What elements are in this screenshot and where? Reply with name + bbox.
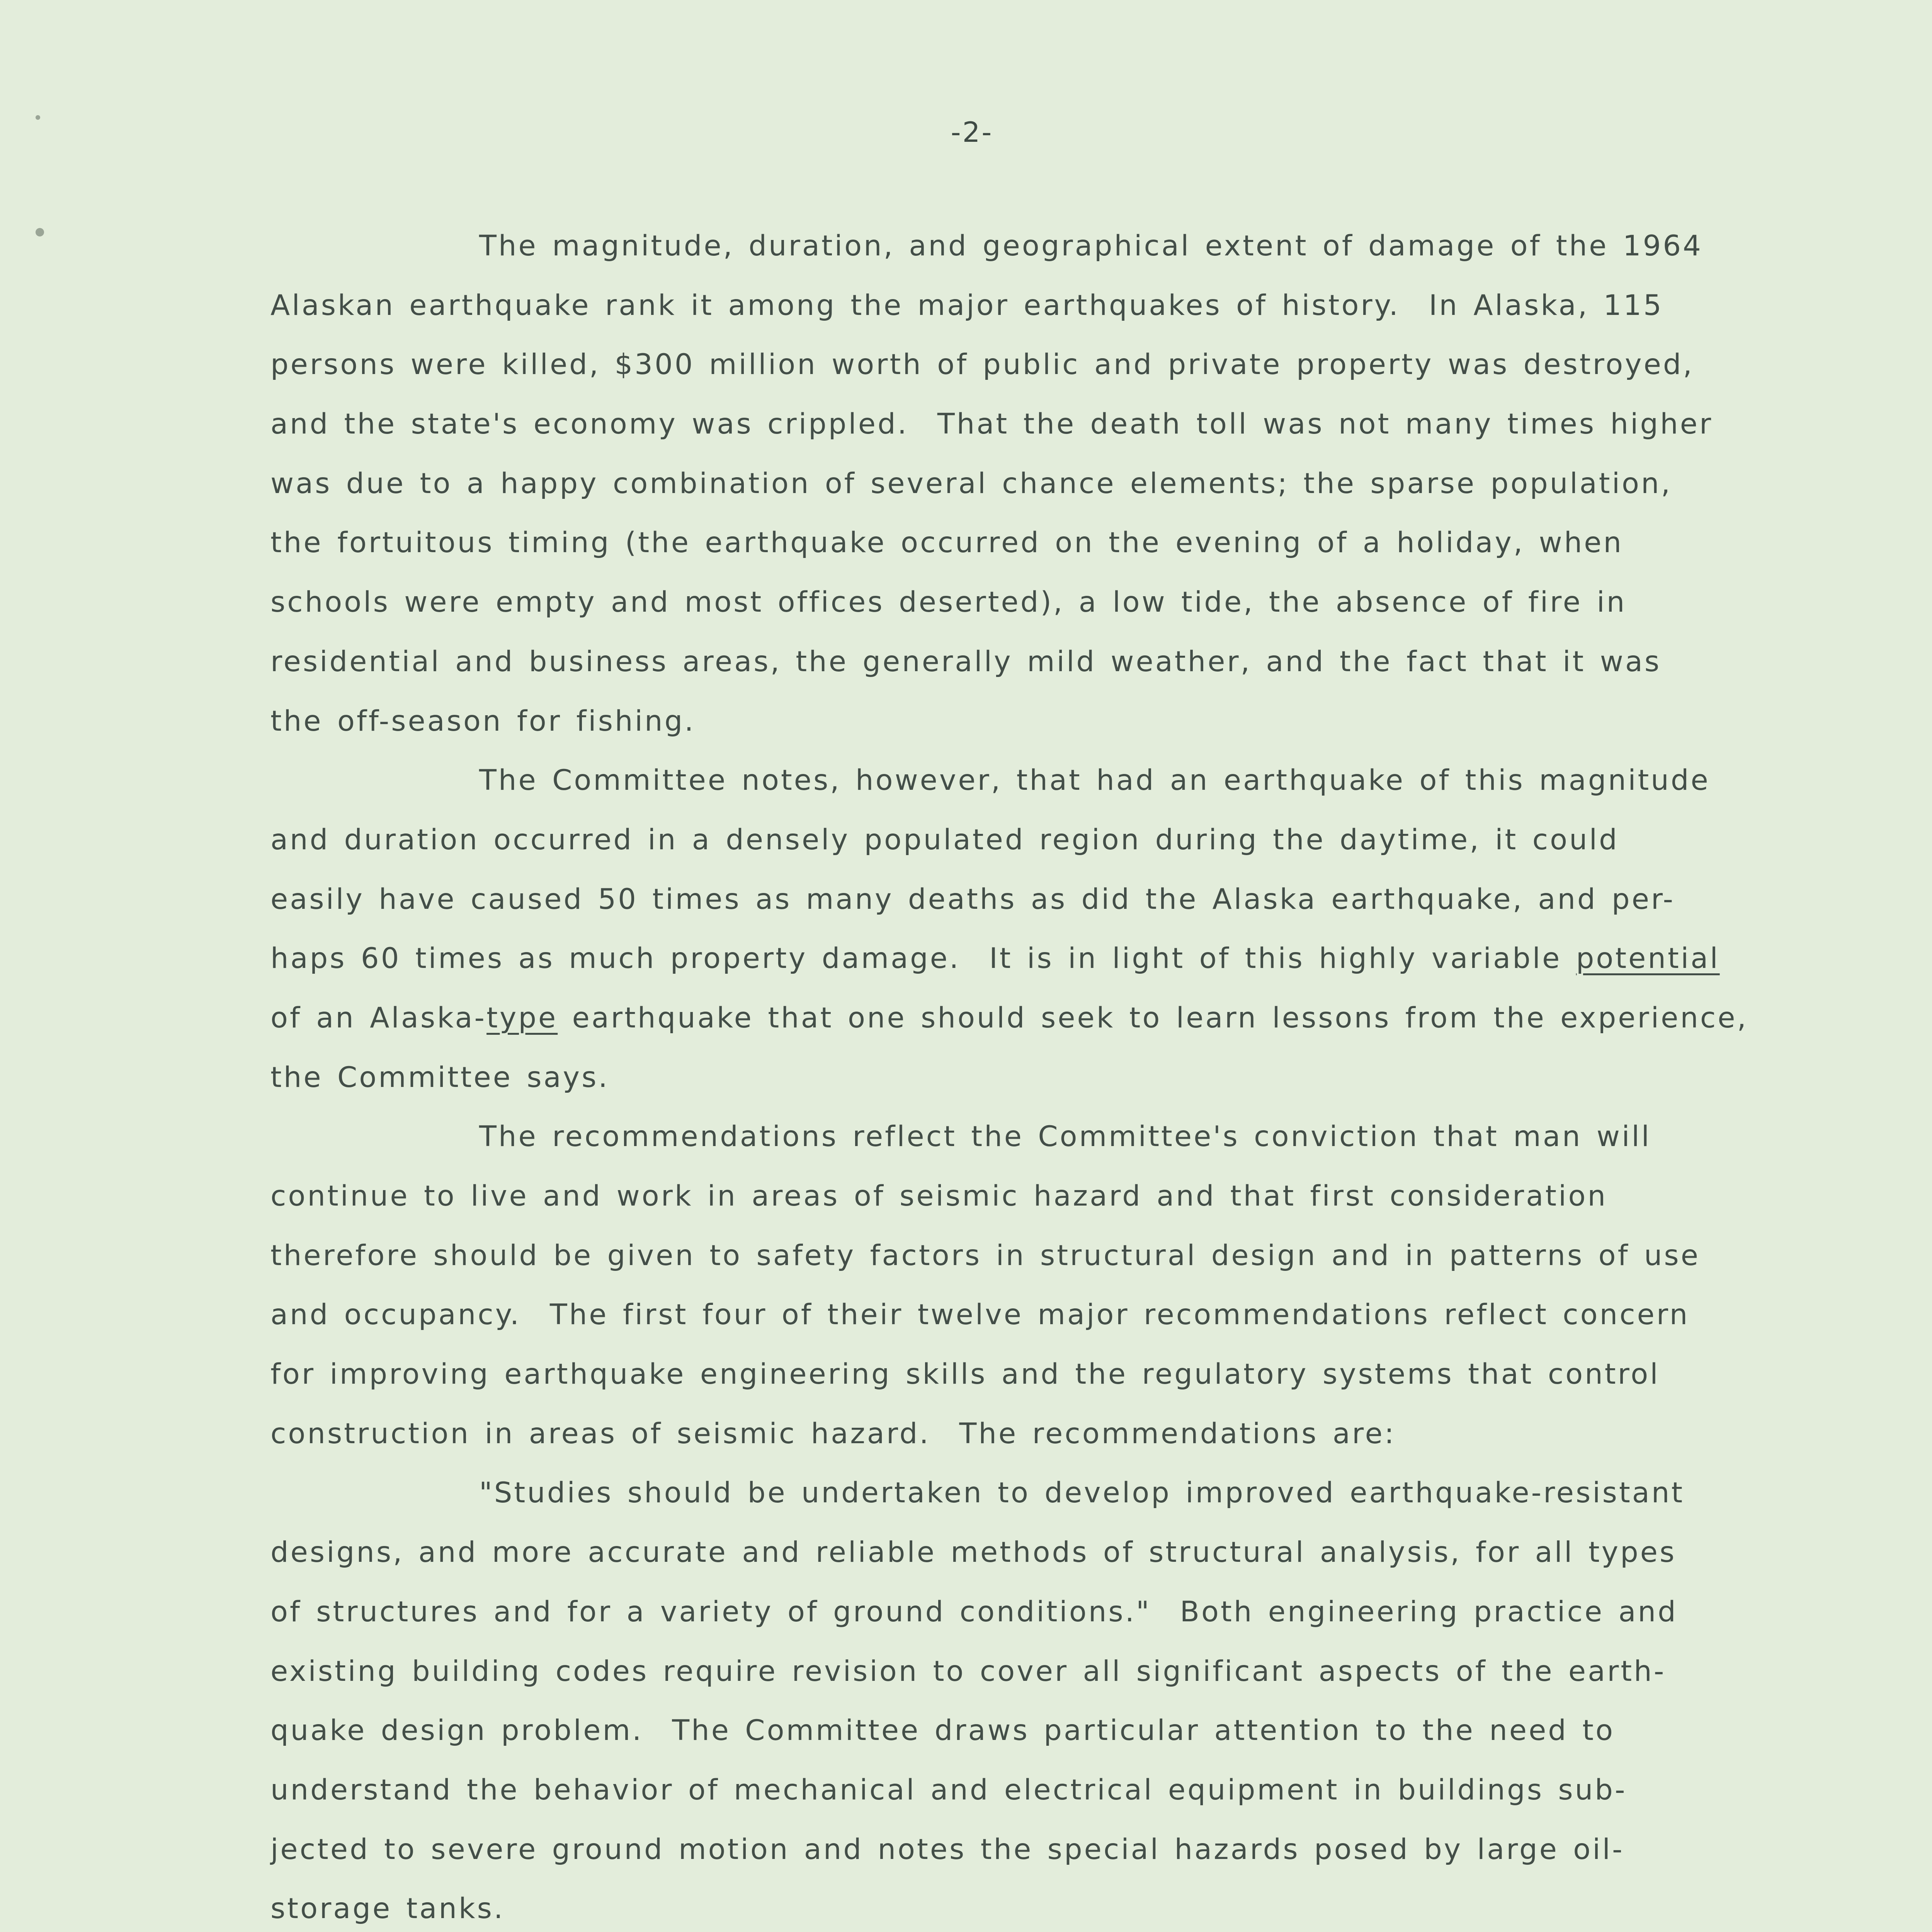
text-line: [270, 1345, 1777, 1404]
text-segment: was due to a happy combination of several chance elements; the sparse population,: [270, 467, 1672, 500]
text-line: [270, 692, 1777, 751]
text-segment: The magnitude, duration, and geographical extent of damage of the 1964: [479, 230, 1703, 262]
text-segment: "Studies should be undertaken to develop improved earthquake-resistant: [479, 1476, 1685, 1510]
text-segment: the off-season for fishing.: [270, 704, 696, 738]
text-segment: schools were empty and most offices deserted), a low tide, the absence of fire in: [270, 586, 1627, 619]
text-segment: and occupancy. The first four of their twelve major recommendations reflect concern: [270, 1298, 1690, 1332]
text-line: [270, 929, 1777, 988]
text-segment: earthquake that one should seek to learn lessons from the experience,: [558, 1001, 1748, 1034]
text-line: [270, 810, 1777, 870]
text-segment: quake design problem. The Committee draws particular attention to the need to: [270, 1714, 1615, 1747]
underlined-word: type: [486, 1001, 558, 1034]
text-segment: understand the behavior of mechanical and electrical equipment in buildings sub-: [270, 1773, 1627, 1806]
text-line: [270, 1523, 1777, 1582]
text-segment: and the state's economy was crippled. That the death toll was not many times higher: [270, 408, 1713, 441]
text-line: [270, 751, 1777, 810]
text-line: [270, 1820, 1777, 1879]
text-line: [270, 335, 1777, 395]
text-segment: easily have caused 50 times as many deaths as did the Alaska earthquake, and per-: [270, 883, 1675, 916]
text-segment: the fortuitous timing (the earthquake occurred on the evening of a holiday, when: [270, 526, 1624, 560]
text-segment: and duration occurred in a densely populated region during the daytime, it could: [270, 823, 1619, 856]
text-segment: haps 60 times as much property damage. It is in light of this highly variable: [270, 942, 1576, 975]
text-line: [270, 513, 1777, 573]
text-line: [270, 395, 1777, 454]
text-line: [270, 1463, 1777, 1523]
text-line: [270, 988, 1777, 1048]
text-line: [270, 276, 1777, 335]
text-segment: existing building codes require revision to cover all significant aspects of the earth-: [270, 1655, 1666, 1688]
text-segment: jected to severe ground motion and notes the special hazards posed by large oil-: [270, 1833, 1624, 1866]
text-line: [270, 216, 1777, 276]
text-line: [270, 632, 1777, 692]
underlined-word: potential: [1576, 942, 1720, 975]
text-segment: of an Alaska-: [270, 1001, 487, 1034]
text-segment: Alaskan earthquake rank it among the major earthquakes of history. In Alaska, 115: [270, 289, 1663, 322]
text-line: [270, 1107, 1777, 1167]
text-segment: persons were killed, $300 million worth of public and private property was destroyed,: [270, 348, 1694, 381]
text-segment: storage tanks.: [270, 1892, 505, 1925]
text-segment: residential and business areas, the generally mild weather, and the fact that it was: [270, 645, 1662, 678]
page-number: -2-: [951, 116, 993, 148]
text-segment: The Committee notes, however, that had an earthquake of this magnitude: [479, 764, 1710, 797]
text-line: [270, 1879, 1777, 1932]
text-segment: for improving earthquake engineering skills and the regulatory systems that control: [270, 1358, 1660, 1391]
text-segment: continue to live and work in areas of seismic hazard and that first consideration: [270, 1180, 1608, 1213]
body-text: [270, 216, 1777, 1932]
text-line: [270, 1226, 1777, 1286]
text-line: [270, 1642, 1777, 1701]
text-line: [270, 870, 1777, 929]
text-line: [270, 1404, 1777, 1464]
text-segment: construction in areas of seismic hazard. The recommendations are:: [270, 1417, 1396, 1450]
paper-speck: [36, 228, 44, 236]
text-line: [270, 573, 1777, 632]
text-line: [270, 1701, 1777, 1760]
text-segment: The recommendations reflect the Committee's conviction that man will: [479, 1120, 1651, 1153]
text-segment: therefore should be given to safety factors in structural design and in patterns of use: [270, 1239, 1700, 1272]
text-line: [270, 1760, 1777, 1820]
text-line: [270, 1582, 1777, 1642]
text-segment: designs, and more accurate and reliable methods of structural analysis, for all types: [270, 1536, 1677, 1569]
text-line: [270, 454, 1777, 514]
text-line: [270, 1285, 1777, 1345]
text-line: [270, 1167, 1777, 1226]
text-line: [270, 1048, 1777, 1107]
text-segment: the Committee says.: [270, 1061, 609, 1094]
text-segment: of structures and for a variety of ground conditions." Both engineering practice and: [270, 1595, 1678, 1628]
